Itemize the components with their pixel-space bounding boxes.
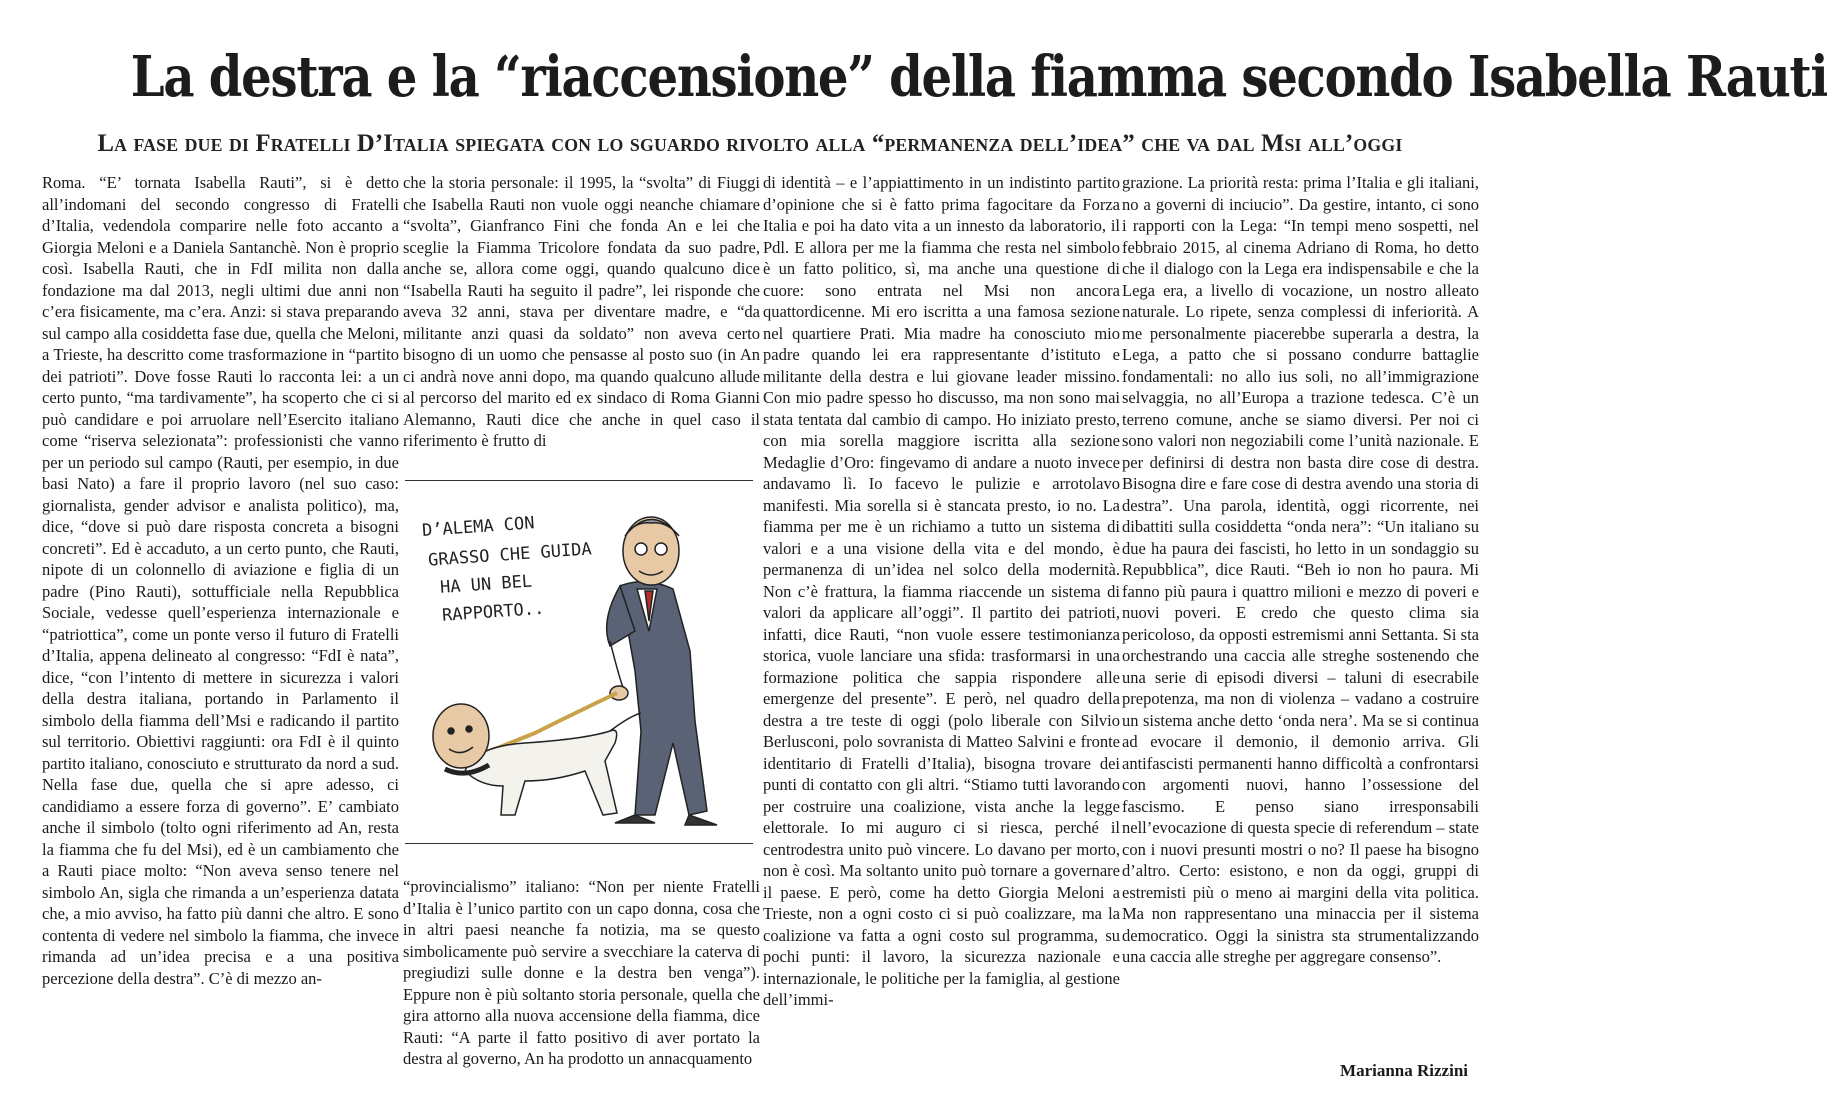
article-column-2 (403, 172, 760, 472)
cartoon-drawing (405, 481, 753, 843)
cartoon-caption-line-1: D’ALEMA CON (421, 513, 536, 542)
article-column-4 (1122, 172, 1479, 1052)
article-column-2-continued (403, 876, 760, 1086)
man-figure (607, 517, 717, 825)
column-2-text: che la storia personale: il 1995, la “svolta” di Fiuggi che Isabella Rauti non vuole oggi neanche chiamare “svolta”, Gianfranco Fini che fonda An e lei che sceglie la Fiamma Tricolore fondata da suo padre, anche se, allora come oggi, quando qualcuno dice “Isabella Rauti ha seguito il padre”, lei risponde che aveva 32 anni, stava per diventare madre, e “da militante anzi quasi da soldato” non aveva certo bisogno di un uomo che pensasse al posto suo (in An ci andrà nove anni dopo, ma quando qualcuno allude al percorso del marito ed ex sindaco di Roma Gianni Alemanno, Rauti dice che anche in quel caso il riferimento è frutto di (403, 173, 760, 450)
cartoon-caption-line-3: HA UN BEL (439, 571, 533, 598)
column-4-text: grazione. La priorità resta: prima l’Italia e gli italiani, no a governi di inciucio”. Da gestire, intanto, ci sono i rapporti con la Lega: “In tempi meno sospetti, nel febbraio 2015, al cinema Adriano di Roma, ho detto che il dialogo con la Lega era indispensabile e che la Lega era, a livello di vocazione, un nostro alleato naturale. Lo ripete, senza complessi di inferiorità. A me personalmente piacerebbe superarla a destra, la Lega, a patto che si possano condurre battaglie fondamentali: no allo ius soli, no all’immigrazione selvaggia, no all’Europa a trazione tedesca. C’è un terreno comune, anche se siamo diversi. Per noi ci sono valori non negoziabili come l’unità nazionale. E per definirsi di destra non basta dire cose di destra. Bisogna dire e fare cose di destra avendo una storia di destra”. Una parola, identità, oggi ricorrente, nei dibattiti sulla cosiddetta “onda nera”: “Un italiano su due ha paura dei fascisti, ho letto in un sondaggio su Repubblica”, dice Rauti. “Beh io non ho paura. Mi fanno più paura i quattro milioni e mezzo di poveri e nuovi poveri. E credo che questo clima sia pericoloso, da opposti estremismi anni Settanta. Si sta orchestrando una caccia alle streghe sostenendo che una serie di episodi diversi – taluni di esecrabile prepotenza, ma non di violenza – vadano a costruire un sistema anche detto ‘onda nera’. Ma se si continua ad evocare il demonio, il demonio arriva. Gli antifascisti permanenti hanno difficoltà a confrontarsi con argomenti nuovi, hanno l’ossessione del fascismo. E penso siano irresponsabili nell’evocazione di questa specie di referendum – state con i nuovi presunti mostri o no? Il paese ha bisogno d’altro. Certo: esistono, e non da oggi, gruppi di estremisti più o meno ai margini della vita politica. Ma non rappresentano una minaccia per il sistema democratico. Oggi la sinistra sta strumentalizzando una caccia alle streghe per aggregare consenso”. (1122, 173, 1479, 966)
cartoon-illustration (405, 480, 753, 844)
subheadline: La fase due di Fratelli D’Italia spiegata con lo sguardo rivolto alla “permanenza dell’idea” che va dal Msi all’oggi (97, 130, 1403, 157)
cartoon-caption-line-4: RAPPORTO.. (441, 598, 545, 626)
cartoon-caption-line-2: GRASSO CHE GUIDA (427, 539, 593, 571)
dog-figure (433, 704, 641, 815)
column-1-text: Roma. “E’ tornata Isabella Rauti”, si è detto all’indomani del secondo congresso di Fratelli d’Italia, vedendola comparire nelle foto accanto a Giorgia Meloni e a Daniela Santanchè. Non è proprio così. Isabella Rauti, che in FdI milita non dalla fondazione ma dal 2013, negli ultimi due anni non c’era fisicamente, ma c’era. Anzi: si stava preparando sul campo alla cosiddetta fase due, quella che Meloni, a Trieste, ha descritto come trasformazione in “partito dei patrioti”. Dove fosse Rauti lo racconta lei: a un certo punto, “ma tardivamente”, ha scoperto che ci si può candidare e poi arruolare nell’Esercito italiano come “riserva selezionata”: professionisti che vanno per un periodo sul campo (Rauti, per esempio, in due basi Nato) a fare il proprio lavoro (nel suo caso: giornalista, gender advisor e analista politico), ma, dice, “dove si può dare risposta concreta a bisogni concreti”. Ed è accaduto, a un certo punto, che Rauti, nipote di un colonnello di aviazione e figlia di un padre (Pino Rauti), sottufficiale nella Repubblica Sociale, vedesse quell’esperienza internazionale e “patriottica”, come un ponte verso il futuro di Fratelli d’Italia, appena delineato al congresso: “FdI è nata”, dice, “con l’intento di mettere in sicurezza i valori della destra italiana, portando in Parlamento il simbolo della fiamma dell’Msi e radicando il partito sul territorio. Obiettivi raggiunti: ora FdI è il quinto partito italiano, conosciuto e strutturato da nord a sud. Nella fase due, quella che si apre adesso, ci candidiamo a essere forza di governo”. E’ cambiato anche il simbolo (tolto ogni riferimento ad An, resta la fiamma che fu del Msi), ed è un cambiamento che a Rauti piace molto: “Non aveva senso tenere nel simbolo An, sigla che rimanda a un’esperienza datata che, a mio avviso, ha fatto più danni che altro. E sono contenta di vedere nel simbolo la fiamma, che invece rimanda ad un’idea precisa e a una positiva percezione della destra”. C’è di mezzo an- (42, 173, 399, 988)
headline: La destra e la “riaccensione” della fiamma secondo Isabella Rauti (130, 44, 1827, 110)
column-2-continued-text: “provincialismo” italiano: “Non per niente Fratelli d’Italia è l’unico partito con un capo donna, cosa che in altri paesi neanche fa notizia, ma se questo simbolicamente può servire a svecchiare la caterva di pregiudizi sulle donne e la destra ben venga”). Eppure non è più soltanto storia personale, quella che gira attorno alla nuova accensione della fiamma, dice Rauti: “A parte il fatto positivo di aver portato la destra al governo, An ha prodotto un annacquamento (403, 877, 760, 1068)
byline: Marianna Rizzini (1340, 1061, 1468, 1080)
article-column-3 (763, 172, 1120, 1072)
article-column-1 (42, 172, 399, 1082)
column-3-text: di identità – e l’appiattimento in un indistinto partito d’opinione che si è fatto prima fagocitare da Forza Italia e poi ha dato vita a un innesto da laboratorio, il Pdl. E allora per me la fiamma che resta nel simbolo è un fatto politico, sì, ma anche una questione di cuore: sono entrata nel Msi non ancora quattordicenne. Mi ero iscritta a una famosa sezione nel quartiere Prati. Mia madre ha conosciuto mio padre quando lei era rappresentante d’istituto e militante della destra e lui giovane leader missino. Con mio padre spesso ho discusso, ma non sono mai stata tentata dal cambio di campo. Ho iniziato presto, con mia sorella maggiore iscritta alla sezione Medaglie d’Oro: fingevamo di andare a nuoto invece andavamo lì. Io facevo le pulizie e arrotolavo manifesti. Mia sorella si è stancata presto, io no. La fiamma per me è un richiamo a tutto un sistema di valori e a una visione della vita e del mondo, è permanenza di un’idea nel solco della modernità. Non c’è frattura, la fiamma riaccende un sistema di valori da applicare all’oggi”. Il partito dei patrioti, infatti, dice Rauti, “non vuole essere testimonianza storica, vuole lanciare una sfida: trasformarsi in una formazione politica che sappia rispondere alle emergenze del presente”. E però, nel quadro della destra a tre teste di oggi (polo liberale con Silvio Berlusconi, polo sovranista di Matteo Salvini e fronte identitario di Fratelli d’Italia), bisogna trovare dei punti di contatto con gli altri. “Stiamo tutti lavorando per costruire una coalizione, vista anche la legge elettorale. Io mi auguro ci si riesca, perché il centrodestra unito può vincere. Lo davano per morto, non è così. Ma soltanto unito può tornare a governare il paese. E però, come ha detto Giorgia Meloni a Trieste, non a ogni costo ci si può coalizzare, ma la coalizione va fatta a ogni costo sul programma, su pochi punti: il lavoro, la sicurezza nazionale e internazionale, le politiche per la famiglia, al gestione dell’immi- (763, 173, 1120, 1009)
